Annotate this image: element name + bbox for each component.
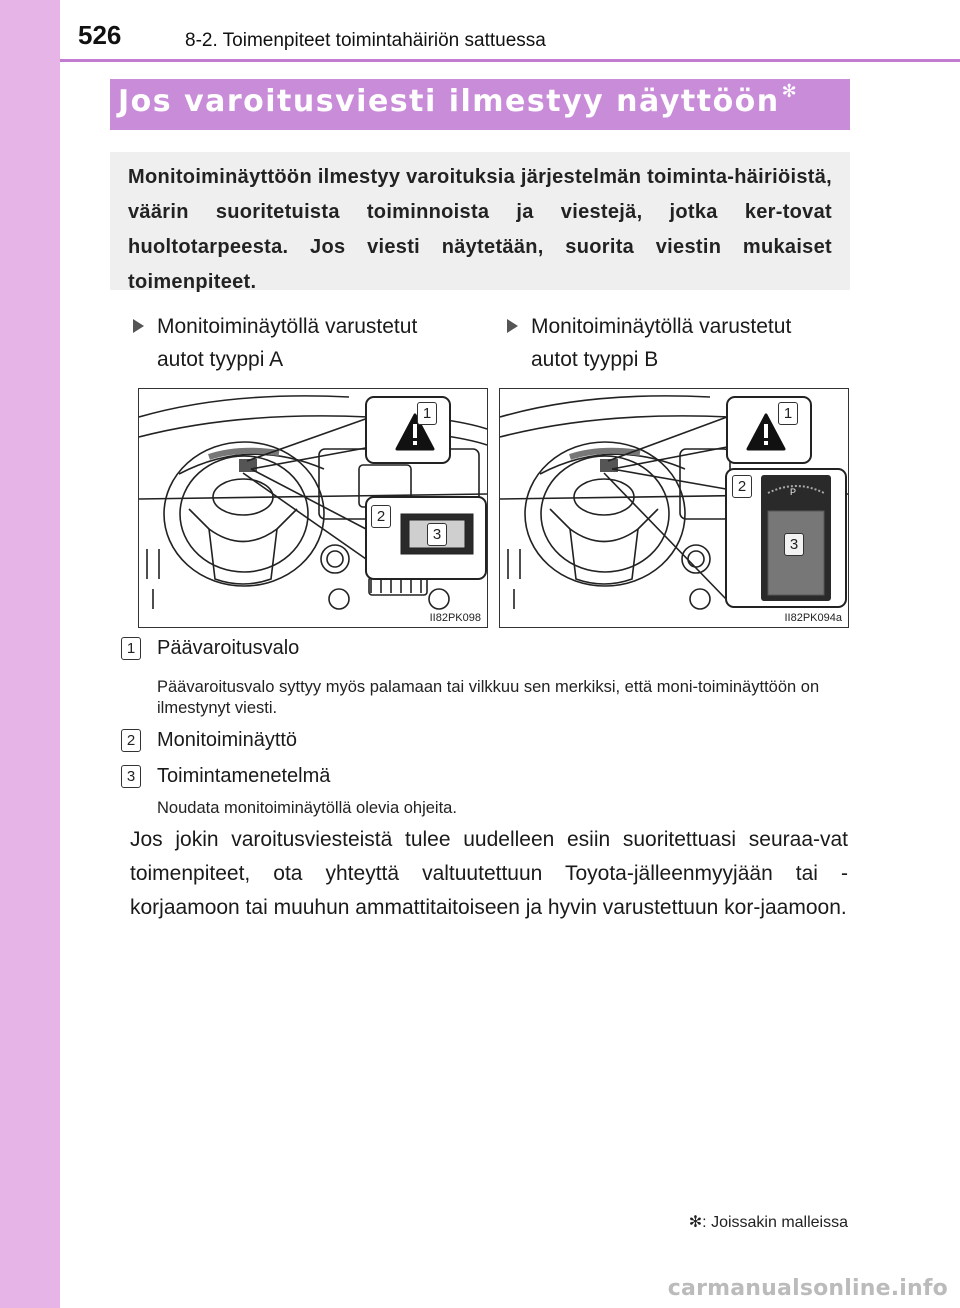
variant-b-heading xyxy=(531,310,791,376)
item-number-3: 3 xyxy=(121,765,141,788)
item-label-1: Päävaroitusvalo xyxy=(157,637,300,659)
callout-3: 3 xyxy=(784,533,804,556)
section-title-text: Jos varoitusviesti ilmestyy näyttöön xyxy=(118,84,780,119)
screen-gear-label: P xyxy=(790,487,797,497)
header-divider xyxy=(60,59,960,62)
triangle-bullet-icon xyxy=(507,319,518,333)
callout-1: 1 xyxy=(778,402,798,425)
item-number-1: 1 xyxy=(121,637,141,660)
callout-1: 1 xyxy=(417,402,437,425)
intro-text: Monitoiminäyttöön ilmestyy varoituksia järjestelmän toiminta-häiriöistä, väärin suoritetuista toiminnoista ja viestejä, jotka ker-tovat huoltotarpeesta. Jos viesti näytetään, suorita viestin mukaiset toimenpiteet. xyxy=(128,166,832,293)
watermark: carmanualsonline.info xyxy=(667,1276,948,1301)
item-number-2: 2 xyxy=(121,729,141,752)
body-paragraph: Jos jokin varoitusviesteistä tulee uudelleen esiin suoritettuasi seuraa-vat toimenpiteet, ota yhteyttä valtuutettuun Toyota-jälleenmyyjään tai -korjaamoon tai muuhun ammattitaitoiseen ja hyvin varustettuun kor-jaamoon. xyxy=(130,828,848,919)
figure-id: II82PK094a xyxy=(784,612,842,624)
variant-b-line1: Monitoiminäytöllä varustetut xyxy=(531,315,792,338)
footnote-text: : Joissakin malleissa xyxy=(702,1214,848,1231)
callout-2: 2 xyxy=(732,475,752,498)
callout-2: 2 xyxy=(371,505,391,528)
section-title-mark: ✻ xyxy=(781,81,799,102)
item-label-3: Toimintamenetelmä xyxy=(157,765,331,787)
figure-type-b xyxy=(499,388,849,628)
figure-type-a xyxy=(138,388,488,628)
chapter-sidebar-tab xyxy=(0,0,60,1308)
variant-b-line2: autot tyyppi B xyxy=(531,348,659,371)
chapter-title: 8-2. Toimenpiteet toimintahäiriön sattuessa xyxy=(185,30,546,51)
figure-id: II82PK098 xyxy=(429,612,481,624)
footnote-mark: ✻ xyxy=(688,1214,703,1231)
triangle-bullet-icon xyxy=(133,319,144,333)
section-title xyxy=(118,81,799,119)
callout-3: 3 xyxy=(427,523,447,546)
variant-a-line2: autot tyyppi A xyxy=(157,348,284,371)
page-number: 526 xyxy=(78,20,122,50)
item-description-3: Noudata monitoiminäytöllä olevia ohjeita. xyxy=(157,799,457,817)
footnote xyxy=(689,1212,848,1232)
item-description-1: Päävaroitusvalo syttyy myös palamaan tai vilkkuu sen merkiksi, että moni-toiminäyttöön on ilmestynyt viesti. xyxy=(157,678,820,717)
variant-a-heading xyxy=(157,310,417,376)
variant-a-line1: Monitoiminäytöllä varustetut xyxy=(157,315,418,338)
item-label-2: Monitoiminäyttö xyxy=(157,729,298,751)
